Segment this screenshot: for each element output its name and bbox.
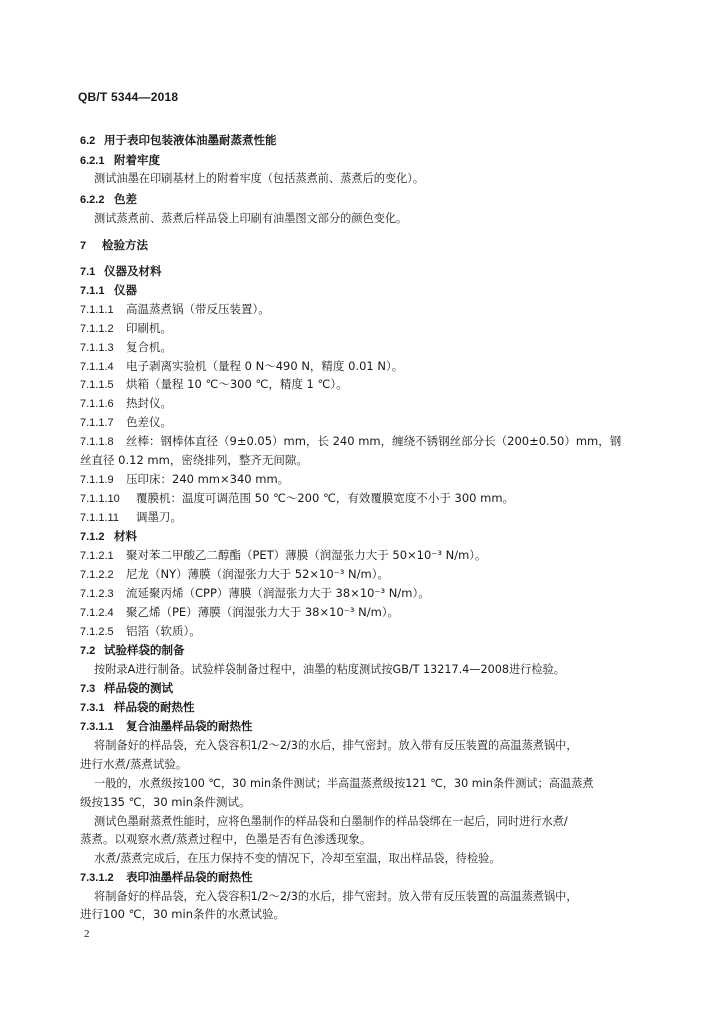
clause-7-1-1-5	[80, 377, 348, 393]
clause-6-2	[80, 133, 277, 149]
clause-number: 7.1	[80, 266, 96, 278]
clause-6-2-2	[80, 192, 137, 208]
clause-text: 流延聚丙烯（CPP）薄膜（润湿张力大于 38×10⁻³ N/m）。	[126, 586, 430, 600]
clause-number: 7.1.1.4	[80, 361, 114, 373]
clause-text: 热封仪。	[126, 396, 172, 410]
clause-7-1-1-11	[80, 510, 182, 526]
clause-text: 复合油墨样品袋的耐热性	[126, 719, 253, 733]
clause-7	[80, 238, 148, 254]
clause-text: 样品袋的测试	[104, 681, 173, 695]
paragraph-line	[94, 776, 594, 791]
clause-number: 7.1.2	[80, 531, 105, 543]
clause-7-2	[80, 643, 185, 659]
clause-number: 7.1.2.4	[80, 607, 114, 619]
paragraph-line	[80, 795, 251, 810]
clause-number: 7.1.2.1	[80, 550, 114, 562]
clause-7-1-1-9	[80, 472, 289, 488]
clause-number: 7.1.2.2	[80, 569, 114, 581]
clause-text: 印刷机。	[126, 321, 172, 335]
clause-number: 6.2.1	[80, 155, 105, 167]
clause-text: 进行水煮/蒸煮试验。	[80, 757, 188, 771]
clause-text: 水煮/蒸煮完成后，在压力保持不变的情况下，冷却至室温，取出样品袋，待检验。	[94, 852, 501, 865]
clause-text: 聚乙烯（PE）薄膜（润湿张力大于 38×10⁻³ N/m）。	[126, 605, 400, 619]
clause-7-3	[80, 681, 173, 697]
clause-text: 丝棒：钢棒体直径（9±0.05）mm，长 240 mm，缠绕不锈钢丝部分长（200±0.50）mm，钢	[126, 434, 622, 448]
clause-text: 进行100 ℃，30 min条件的水煮试验。	[80, 907, 285, 921]
clause-text: 复合机。	[126, 340, 172, 354]
paragraph-line	[94, 171, 424, 186]
clause-7-1-1-7	[80, 415, 172, 431]
clause-text: 一般的，水煮级按100 ℃，30 min条件测试；半高温蒸煮级按121 ℃，30 min条件测试；高温蒸煮	[94, 777, 594, 790]
clause-7-1-2	[80, 529, 137, 545]
paragraph-line	[94, 738, 578, 753]
clause-number: 6.2.2	[80, 194, 105, 206]
clause-number: 7.1.1.8	[80, 436, 114, 448]
clause-7-1-1-1	[80, 302, 270, 318]
clause-text: 烘箱（量程 10 ℃～300 ℃，精度 1 ℃）。	[126, 377, 348, 391]
clause-7-1-1	[80, 283, 137, 299]
clause-number: 7.1.1.9	[80, 474, 114, 486]
clause-text: 用于表印包装液体油墨耐蒸煮性能	[104, 133, 277, 147]
clause-number: 7.1.1.5	[80, 379, 114, 391]
clause-text: 将制备好的样品袋，充入袋容积1/2～2/3的水后，排气密封。放入带有反压装置的高温蒸煮锅中，	[94, 890, 578, 903]
clause-number: 7.1.1.10	[80, 493, 120, 505]
paragraph-line	[80, 757, 187, 772]
clause-number: 7.3.1.2	[80, 872, 114, 884]
clause-7-1-1-3	[80, 340, 172, 356]
clause-7-3-1	[80, 700, 195, 716]
clause-number: 7	[80, 240, 87, 252]
clause-number: 7.1.2.3	[80, 588, 114, 600]
clause-number: 7.3.1.1	[80, 721, 114, 733]
clause-7-1-2-1	[80, 548, 487, 564]
paragraph-line	[94, 662, 565, 677]
clause-text: 调墨刀。	[136, 510, 182, 524]
clause-text: 测试色墨耐蒸煮性能时，应将色墨制作的样品袋和白墨制作的样品袋绑在一起后，同时进行水煮/	[94, 815, 568, 828]
clause-7-1-1-8	[80, 434, 621, 450]
clause-text: 色差	[114, 192, 137, 206]
clause-7-3-1-2	[80, 870, 253, 886]
paragraph-line	[94, 851, 501, 866]
clause-text: 将制备好的样品袋，充入袋容积1/2～2/3的水后，排气密封。放入带有反压装置的高温蒸煮锅中，	[94, 739, 578, 752]
paragraph-line	[94, 814, 568, 829]
clause-7-1-1-2	[80, 321, 172, 337]
clause-text: 测试油墨在印刷基材上的附着牢度（包括蒸煮前、蒸煮后的变化）。	[94, 172, 425, 185]
clause-text: 丝直径 0.12 mm，密绕排列，整齐无间隙。	[80, 453, 308, 467]
clause-number: 7.3	[80, 683, 96, 695]
clause-number: 7.1.1.2	[80, 323, 114, 335]
clause-7-1-1-4	[80, 359, 403, 375]
clause-text: 测试蒸煮前、蒸煮后样品袋上印刷有油墨图文部分的颜色变化。	[94, 212, 408, 225]
standard-code-header: QB/T 5344—2018	[78, 90, 179, 104]
clause-number: 7.1.1.7	[80, 417, 114, 429]
clause-text: 高温蒸煮锅（带反压装置）。	[126, 302, 270, 316]
clause-number: 7.2	[80, 645, 96, 657]
clause-number: 7.1.1.1	[80, 304, 114, 316]
clause-text: 材料	[114, 529, 137, 543]
clause-text: 覆膜机：温度可调范围 50 ℃～200 ℃，有效覆膜宽度不小于 300 mm。	[136, 491, 515, 505]
paragraph-line	[94, 889, 578, 904]
paragraph-line	[80, 832, 371, 847]
clause-7-1-2-4	[80, 605, 399, 621]
clause-7-1-2-5	[80, 624, 201, 640]
clause-text: 仪器	[114, 283, 137, 297]
clause-text: 附着牢度	[114, 153, 160, 167]
clause-text: 检验方法	[102, 238, 148, 252]
clause-text: 表印油墨样品袋的耐热性	[126, 870, 253, 884]
clause-text: 铝箔（软质）。	[126, 624, 201, 638]
clause-7-1-2-2	[80, 567, 389, 583]
clause-7-1	[80, 264, 162, 280]
clause-number: 7.1.1	[80, 285, 105, 297]
clause-text: 级按135 ℃，30 min条件测试。	[80, 795, 251, 809]
paragraph-line	[94, 211, 407, 226]
clause-text: 尼龙（NY）薄膜（润湿张力大于 52×10⁻³ N/m）。	[126, 567, 389, 581]
paragraph-line	[80, 453, 308, 468]
clause-6-2-1	[80, 153, 160, 169]
clause-7-1-2-3	[80, 586, 430, 602]
clause-number: 6.2	[80, 135, 96, 147]
clause-7-1-1-10	[80, 491, 514, 507]
paragraph-line	[80, 907, 285, 922]
clause-text: 试验样袋的制备	[104, 643, 185, 657]
clause-number: 7.1.2.5	[80, 626, 114, 638]
clause-number: 7.1.1.3	[80, 342, 114, 354]
clause-text: 仪器及材料	[104, 264, 162, 278]
clause-text: 聚对苯二甲酸乙二醇酯（PET）薄膜（润湿张力大于 50×10⁻³ N/m）。	[126, 548, 487, 562]
page-number: 2	[84, 928, 90, 940]
clause-7-1-1-6	[80, 396, 172, 412]
clause-text: 蒸煮。以观察水煮/蒸煮过程中，色墨是否有色渗透现象。	[80, 832, 372, 846]
clause-text: 样品袋的耐热性	[114, 700, 195, 714]
clause-text: 按附录A进行制备。试验样袋制备过程中，油墨的粘度测试按GB/T 13217.4—2008进行检验。	[94, 663, 565, 676]
clause-text: 压印床：240 mm×340 mm。	[126, 472, 290, 486]
clause-text: 电子剥离实验机（量程 0 N～490 N，精度 0.01 N）。	[126, 359, 404, 373]
clause-number: 7.1.1.6	[80, 398, 114, 410]
clause-text: 色差仪。	[126, 415, 172, 429]
clause-number: 7.1.1.11	[80, 512, 119, 524]
clause-7-3-1-1	[80, 719, 253, 735]
clause-number: 7.3.1	[80, 702, 105, 714]
